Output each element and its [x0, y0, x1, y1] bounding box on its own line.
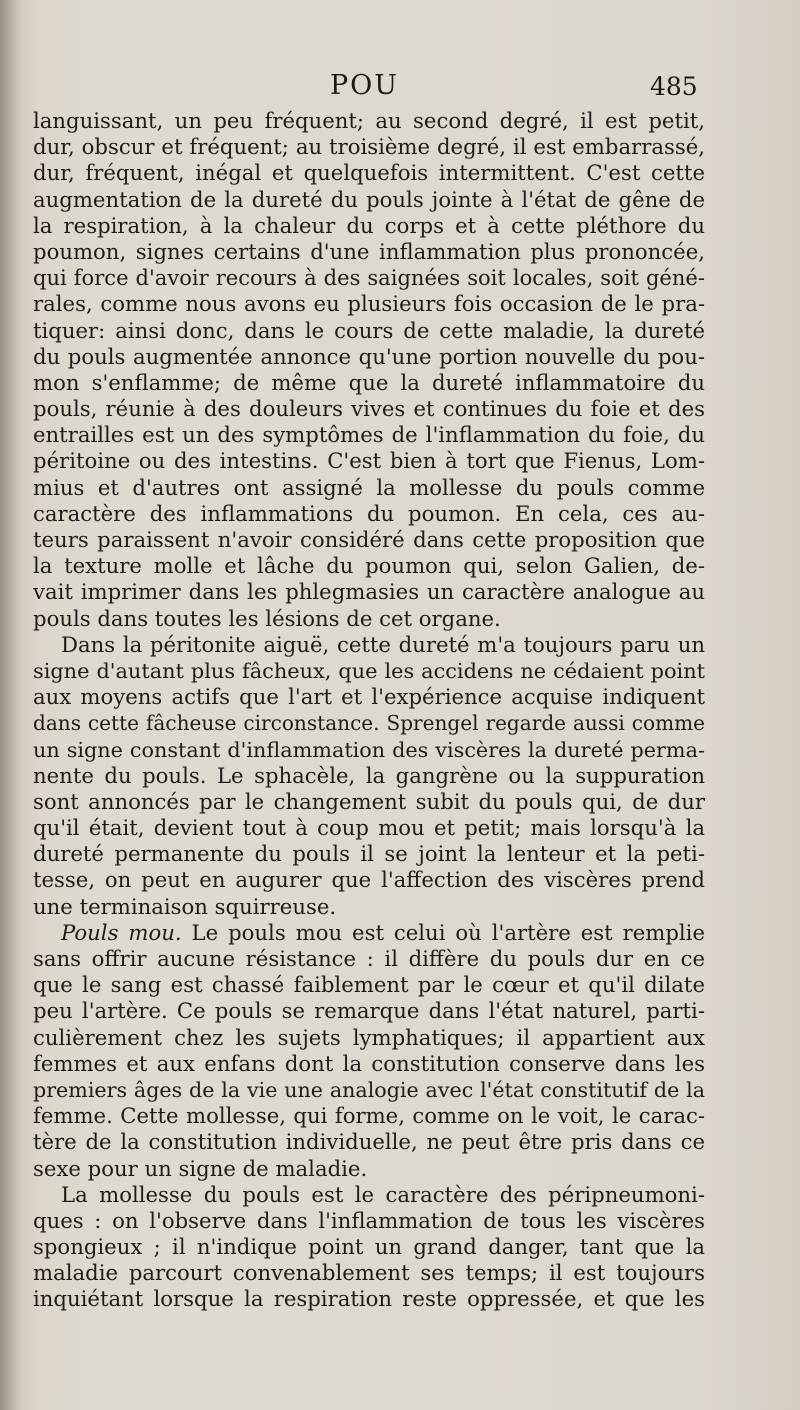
- text-line: La mollesse du pouls est le caractère des péripneumoni-: [61, 1181, 705, 1207]
- text-line: femme. Cette mollesse, qui forme, comme on le voit, le carac-: [33, 1103, 705, 1129]
- text-line: maladie parcourt convenablement ses temps; il est toujours: [33, 1260, 705, 1286]
- text-line: du pouls augmentée annonce qu'une portion nouvelle du pou-: [33, 343, 705, 369]
- text-line: dureté permanente du pouls il se joint la lenteur et la peti-: [33, 841, 705, 867]
- text-line: premiers âges de la vie une analogie avec l'état constitutif de la: [33, 1077, 705, 1102]
- text-line: entrailles est un des symptômes de l'inflammation du foie, du: [33, 422, 705, 448]
- text-line: peu l'artère. Ce pouls se remarque dans l'état naturel, parti-: [33, 998, 705, 1024]
- text-line: nente du pouls. Le sphacèle, la gangrène ou la suppuration: [33, 762, 705, 788]
- text-line: culièrement chez les sujets lymphatiques; il appartient aux: [33, 1024, 705, 1050]
- text-line: un signe constant d'inflammation des viscères la dureté perma-: [33, 737, 705, 762]
- paragraph: [33, 920, 705, 1182]
- text-line: dur, fréquent, inégal et quelquefois intermittent. C'est cette: [33, 160, 705, 186]
- text-line: aux moyens actifs que l'art et l'expérience acquise indiquent: [33, 684, 705, 710]
- paragraph: [33, 1182, 705, 1313]
- text-line: languissant, un peu fréquent; au second degré, il est petit,: [33, 108, 705, 133]
- text-line: ques : on l'observe dans l'inflammation de tous les viscères: [33, 1207, 705, 1233]
- text-line: la texture molle et lâche du poumon qui, selon Galien, de-: [33, 553, 705, 579]
- running-head: POU: [330, 70, 400, 101]
- text-line: Dans la péritonite aiguë, cette dureté m'a toujours paru un: [61, 631, 705, 657]
- text-line: dans cette fâcheuse circonstance. Sprengel regarde aussi comme: [33, 711, 705, 736]
- text-line: tiquer: ainsi donc, dans le cours de cette maladie, la dureté: [33, 317, 705, 343]
- section-term: Pouls mou.: [61, 919, 182, 945]
- body-text: [33, 108, 705, 1313]
- text-line: signe d'autant plus fâcheux, que les accidens ne cédaient point: [33, 658, 705, 683]
- text-line: sont annoncés par le changement subit du pouls qui, de dur: [33, 788, 705, 814]
- text-run: Le pouls mou est celui où l'artère est remplie: [191, 919, 705, 945]
- text-line: pouls dans toutes les lésions de cet organe.: [33, 605, 501, 631]
- text-line: la respiration, à la chaleur du corps et à cette pléthore du: [33, 212, 705, 238]
- text-line: pouls, réunie à des douleurs vives et continues du foie et des: [33, 396, 705, 422]
- text-line: spongieux ; il n'indique point un grand danger, tant que la: [33, 1234, 705, 1260]
- gutter-shadow: [0, 0, 22, 1410]
- text-line: tère de la constitution individuelle, ne peut être pris dans ce: [33, 1129, 705, 1155]
- text-line: caractère des inflammations du poumon. En cela, ces au-: [33, 500, 705, 526]
- text-line: vait imprimer dans les phlegmasies un caractère analogue au: [33, 579, 705, 605]
- text-line: rales, comme nous avons eu plusieurs fois occasion de le pra-: [33, 291, 705, 317]
- page-number: 485: [650, 72, 698, 101]
- text-line: [33, 920, 705, 946]
- text-line: tesse, on peut en augurer que l'affection des viscères prend: [33, 867, 705, 893]
- text-line: mon s'enflamme; de même que la dureté inflammatoire du: [33, 369, 705, 395]
- paragraph: [33, 108, 705, 632]
- text-line: dur, obscur et fréquent; au troisième degré, il est embarrassé,: [33, 134, 705, 160]
- text-line: péritoine ou des intestins. C'est bien à tort que Fienus, Lom-: [33, 448, 705, 474]
- text-line: poumon, signes certains d'une inflammation plus prononcée,: [33, 238, 705, 264]
- page-header: [0, 70, 800, 104]
- text-line: qu'il était, devient tout à coup mou et petit; mais lorsqu'à la: [33, 815, 705, 841]
- text-line: teurs paraissent n'avoir considéré dans cette proposition que: [33, 527, 705, 552]
- text-line: qui force d'avoir recours à des saignées soit locales, soit géné-: [33, 265, 705, 291]
- text-line: que le sang est chassé faiblement par le cœur et qu'il dilate: [33, 972, 705, 998]
- text-line: femmes et aux enfans dont la constitution conserve dans les: [33, 1050, 705, 1076]
- text-line: inquiétant lorsque la respiration reste oppressée, et que les: [33, 1286, 705, 1312]
- text-line: augmentation de la dureté du pouls jointe à l'état de gêne de: [33, 186, 705, 212]
- paragraph: [33, 632, 705, 920]
- text-line: sexe pour un signe de maladie.: [33, 1155, 368, 1181]
- text-line: une terminaison squirreuse.: [33, 893, 337, 919]
- text-line: mius et d'autres ont assigné la mollesse du pouls comme: [33, 474, 705, 500]
- text-line: sans offrir aucune résistance : il diffère du pouls dur en ce: [33, 946, 705, 971]
